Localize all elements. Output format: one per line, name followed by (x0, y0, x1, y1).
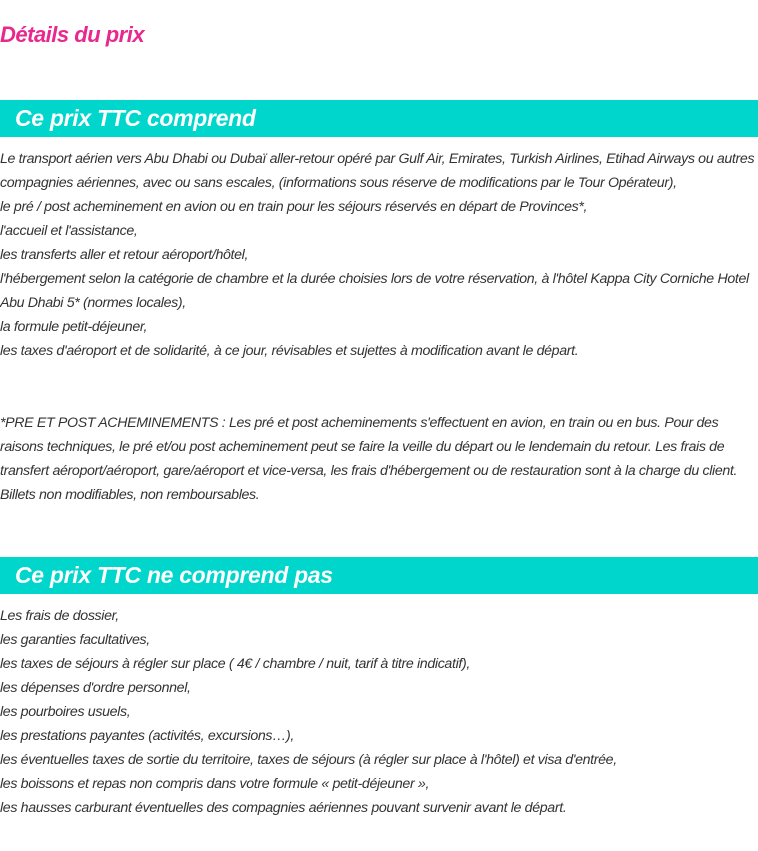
excluded-item-personal-expenses: les dépenses d'ordre personnel, (0, 680, 191, 696)
excluded-item-drinks-meals: les boissons et repas non compris dans votre formule « petit-déjeuner », (0, 776, 430, 792)
included-item-pre-post-transport: le pré / post acheminement en avion ou en train pour les séjours réservés en départ de Provinces*, (0, 199, 588, 215)
pre-post-note (0, 411, 758, 507)
included-item-breakfast: la formule petit-déjeuner, (0, 319, 148, 335)
included-item-accommodation: l'hébergement selon la catégorie de chambre et la durée choisies lors de votre réservation, à l'hôtel Kappa City Corniche Hotel Abu Dhabi 5* (normes locales), (0, 271, 749, 311)
excluded-item-fees: Les frais de dossier, (0, 608, 119, 624)
excluded-item-exit-taxes-visa: les éventuelles taxes de sortie du territoire, taxes de séjours (à régler sur place à l'hôtel) et visa d'entrée, (0, 752, 617, 768)
excluded-item-paid-activities: les prestations payantes (activités, excursions…), (0, 728, 294, 744)
excluded-item-tourist-tax: les taxes de séjours à régler sur place ( 4€ / chambre / nuit, tarif à titre indicatif), (0, 656, 470, 672)
excluded-item-fuel-surcharge: les hausses carburant éventuelles des compagnies aériennes pouvant survenir avant le départ. (0, 800, 567, 816)
excluded-list (0, 604, 758, 820)
pre-post-note-text: *PRE ET POST ACHEMINEMENTS : Les pré et post acheminements s'effectuent en avion, en train ou en bus. Pour des raisons techniques, le pré et/ou post acheminement peut se faire la veille du départ ou le lendemain du retour. Les frais de transfert aéroport/aéroport, gare/aéroport et vice-versa, les frais d'hébergement ou de restauration sont à la charge du client. Billets non modifiables, non remboursables. (0, 415, 738, 503)
excluded-item-tips: les pourboires usuels, (0, 704, 131, 720)
included-item-taxes: les taxes d'aéroport et de solidarité, à ce jour, révisables et sujettes à modification avant le départ. (0, 343, 579, 359)
included-item-transfers: les transferts aller et retour aéroport/hôtel, (0, 247, 249, 263)
page-title: Détails du prix (0, 22, 145, 47)
excluded-section-header: Ce prix TTC ne comprend pas (0, 557, 758, 594)
included-list (0, 147, 758, 363)
included-item-flights: Le transport aérien vers Abu Dhabi ou Dubaï aller-retour opéré par Gulf Air, Emirates, Turkish Airlines, Etihad Airways ou autres compagnies aériennes, avec ou sans escales, (informations sous réserve de modifications par le Tour Opérateur), (0, 151, 755, 191)
included-section-header: Ce prix TTC comprend (0, 100, 758, 137)
excluded-item-insurance: les garanties facultatives, (0, 632, 150, 648)
included-item-welcome: l'accueil et l'assistance, (0, 223, 138, 239)
